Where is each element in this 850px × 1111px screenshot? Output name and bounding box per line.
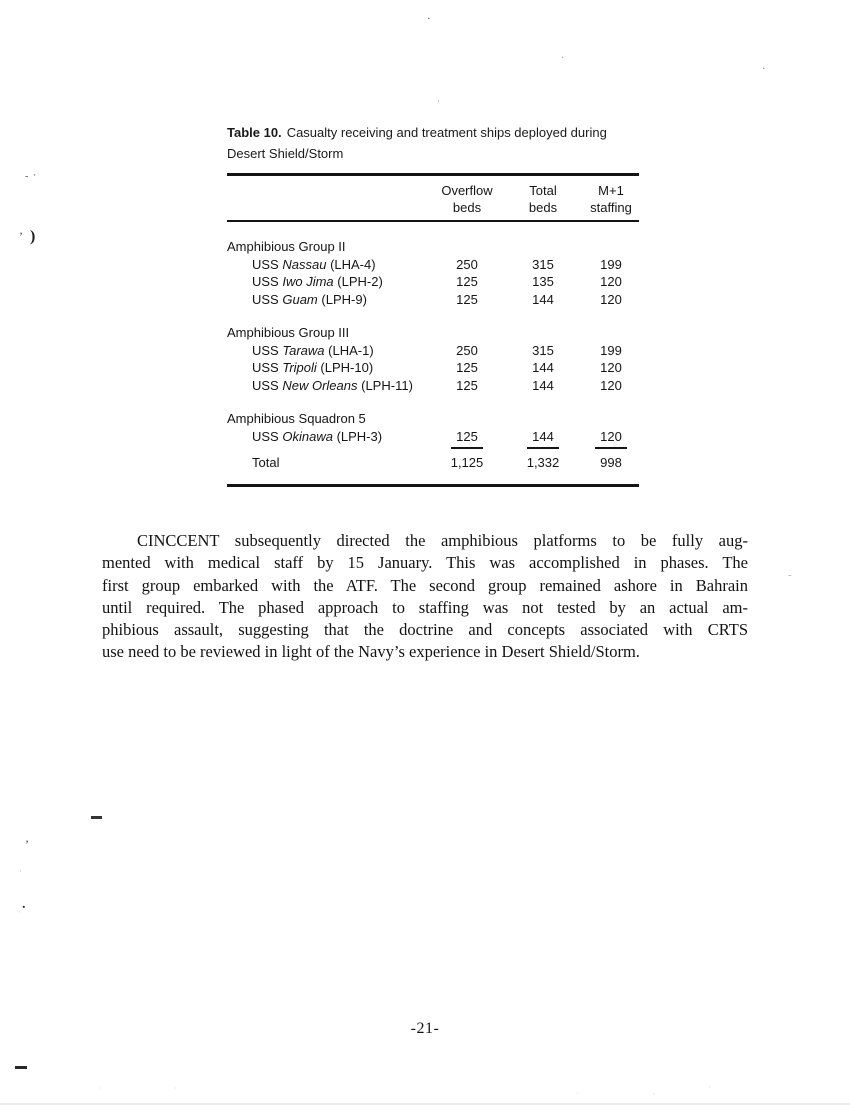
- overflow-beds-value: 125: [456, 377, 478, 393]
- sum-rule: [527, 447, 559, 449]
- column-header-spacer: [227, 182, 431, 216]
- group-label-text: Amphibious Group II: [227, 239, 346, 254]
- overflow-beds-value: 125: [456, 360, 478, 375]
- ship-cell: [227, 428, 431, 446]
- table-row-tarawa: [227, 342, 639, 360]
- scan-artifact: ·: [174, 1084, 177, 1093]
- table-header-rule: [227, 220, 639, 222]
- body-paragraph: [102, 530, 748, 664]
- ship-cell: [227, 256, 431, 274]
- table-caption-text: Casualty receiving and treatment ships deployed during: [286, 125, 607, 140]
- page-number: -21-: [410, 1020, 440, 1037]
- column-header-line1: M+1: [598, 183, 624, 198]
- scan-artifact: ·: [437, 96, 440, 106]
- ship-name: Nassau: [282, 256, 327, 272]
- group-label-amphibious-group-2: [227, 238, 639, 256]
- group-label-amphibious-squadron-5: [227, 410, 639, 428]
- table-row-nassau: [227, 256, 639, 274]
- scan-artifact: .: [22, 897, 26, 912]
- scan-artifact: ’: [19, 229, 23, 243]
- ship-prefix: USS: [252, 256, 279, 272]
- ship-name: Guam: [282, 291, 318, 307]
- scan-artifact: ·: [576, 1089, 579, 1098]
- staffing-value: 120: [600, 428, 622, 444]
- paragraph-line: CINCCENT subsequently directed the amphibious platforms to be fully aug-: [137, 531, 748, 550]
- table-row-total: [227, 454, 639, 472]
- ship-prefix: USS: [252, 360, 279, 375]
- ship-cell: [227, 273, 431, 291]
- overflow-beds-value: 125: [456, 291, 478, 307]
- ship-cell: [227, 342, 431, 360]
- paragraph-line: phibious assault, suggesting that the doctrine and concepts associated with CRTS: [102, 620, 748, 640]
- staffing-value: 120: [600, 377, 622, 393]
- total-overflow-beds: 1,125: [450, 455, 484, 470]
- total-sum-rules: [227, 447, 639, 449]
- scan-artifact: ·: [652, 1090, 655, 1099]
- scan-artifact: ·: [427, 13, 431, 25]
- table-row-okinawa: [227, 428, 639, 446]
- overflow-beds-value: 125: [456, 428, 478, 444]
- sum-rule: [595, 447, 627, 449]
- staffing-value: 120: [600, 291, 622, 307]
- ship-hull: (LPH-11): [361, 377, 413, 393]
- column-header-m1-staffing: [583, 182, 639, 216]
- ship-hull: (LPH-10): [320, 360, 374, 375]
- staffing-value: 120: [600, 360, 622, 375]
- total-staffing: 998: [600, 455, 622, 470]
- scan-artifact: ’: [25, 837, 29, 851]
- ship-cell: [227, 291, 431, 309]
- paragraph-line: until required. The phased approach to staffing was not tested by an actual am-: [102, 597, 748, 617]
- ship-prefix: USS: [252, 274, 279, 289]
- sum-rule: [451, 447, 483, 449]
- paragraph-line: use need to be reviewed in light of the Navy’s experience in Desert Shield/Storm.: [102, 642, 640, 662]
- paragraph-line: first group embarked with the ATF. The second group remained ashore in Bahrain: [102, 575, 748, 595]
- ship-name: Tarawa: [282, 342, 325, 358]
- table-row-guam: [227, 291, 639, 309]
- staffing-value: 199: [600, 256, 622, 272]
- table-caption: [227, 122, 639, 164]
- table-header-row: [227, 176, 639, 216]
- ship-hull: (LHA-1): [328, 342, 374, 358]
- scan-artifact: ·: [561, 53, 565, 64]
- scan-artifact: ·: [99, 1084, 102, 1093]
- scan-artifact: [91, 816, 102, 819]
- total-beds-value: 135: [532, 274, 554, 289]
- overflow-beds-value: 250: [456, 256, 478, 272]
- ship-hull: (LPH-3): [336, 428, 383, 444]
- ship-name: Tripoli: [282, 360, 317, 375]
- ship-prefix: USS: [252, 428, 279, 444]
- scan-artifact: ·: [762, 64, 766, 75]
- table-caption-label: Table 10.: [227, 125, 282, 140]
- group-label-amphibious-group-3: [227, 324, 639, 342]
- scan-artifact: ·: [18, 908, 21, 917]
- staffing-value: 199: [600, 342, 622, 358]
- ship-hull: (LPH-2): [337, 274, 383, 289]
- column-header-line1: Overflow: [441, 183, 493, 198]
- ship-hull: (LHA-4): [330, 256, 376, 272]
- ship-name: Okinawa: [282, 428, 333, 444]
- scan-artifact: ·: [33, 170, 36, 180]
- ship-prefix: USS: [252, 291, 279, 307]
- ship-prefix: USS: [252, 342, 279, 358]
- scan-artifact: ·: [19, 866, 22, 876]
- column-header-line2: beds: [452, 200, 482, 215]
- table-caption-line2: Desert Shield/Storm: [227, 146, 344, 161]
- scan-artifact: -: [788, 569, 792, 581]
- column-header-total-beds: [503, 182, 583, 216]
- column-header-line2: staffing: [590, 200, 632, 215]
- group-label-text: Amphibious Squadron 5: [227, 411, 366, 426]
- staffing-value: 120: [600, 274, 622, 289]
- total-beds-value: 144: [532, 360, 554, 375]
- ship-cell: [227, 359, 431, 377]
- group-label-text: Amphibious Group III: [227, 325, 350, 340]
- total-beds-value: 144: [532, 428, 554, 444]
- table-row-iwo-jima: [227, 273, 639, 291]
- table-row-new-orleans: [227, 377, 639, 395]
- scan-artifact: [0, 1103, 850, 1105]
- table-10: [227, 122, 639, 487]
- table-bottom-rule: [227, 484, 639, 487]
- overflow-beds-value: 250: [456, 342, 478, 358]
- ship-prefix: USS: [252, 377, 279, 393]
- column-header-overflow-beds: [431, 182, 503, 216]
- ship-hull: (LPH-9): [321, 291, 367, 307]
- scan-artifact: ·: [708, 1083, 711, 1092]
- scan-artifact: [15, 1066, 27, 1069]
- scan-artifact: ): [30, 228, 36, 245]
- column-header-line1: Total: [529, 183, 557, 198]
- total-beds-value: 144: [532, 377, 554, 393]
- total-total-beds: 1,332: [526, 455, 560, 470]
- column-header-line2: beds: [528, 200, 558, 215]
- paragraph-line: mented with medical staff by 15 January. This was accomplished in phases. The: [102, 553, 748, 573]
- total-beds-value: 144: [532, 291, 554, 307]
- total-beds-value: 315: [532, 342, 554, 358]
- total-beds-value: 315: [532, 256, 554, 272]
- table-row-tripoli: [227, 359, 639, 377]
- overflow-beds-value: 125: [456, 274, 478, 289]
- ship-name: New Orleans: [282, 377, 358, 393]
- scan-artifact: -: [25, 171, 29, 182]
- ship-name: Iwo Jima: [282, 274, 334, 289]
- ship-cell: [227, 377, 431, 395]
- total-label: Total: [252, 455, 280, 470]
